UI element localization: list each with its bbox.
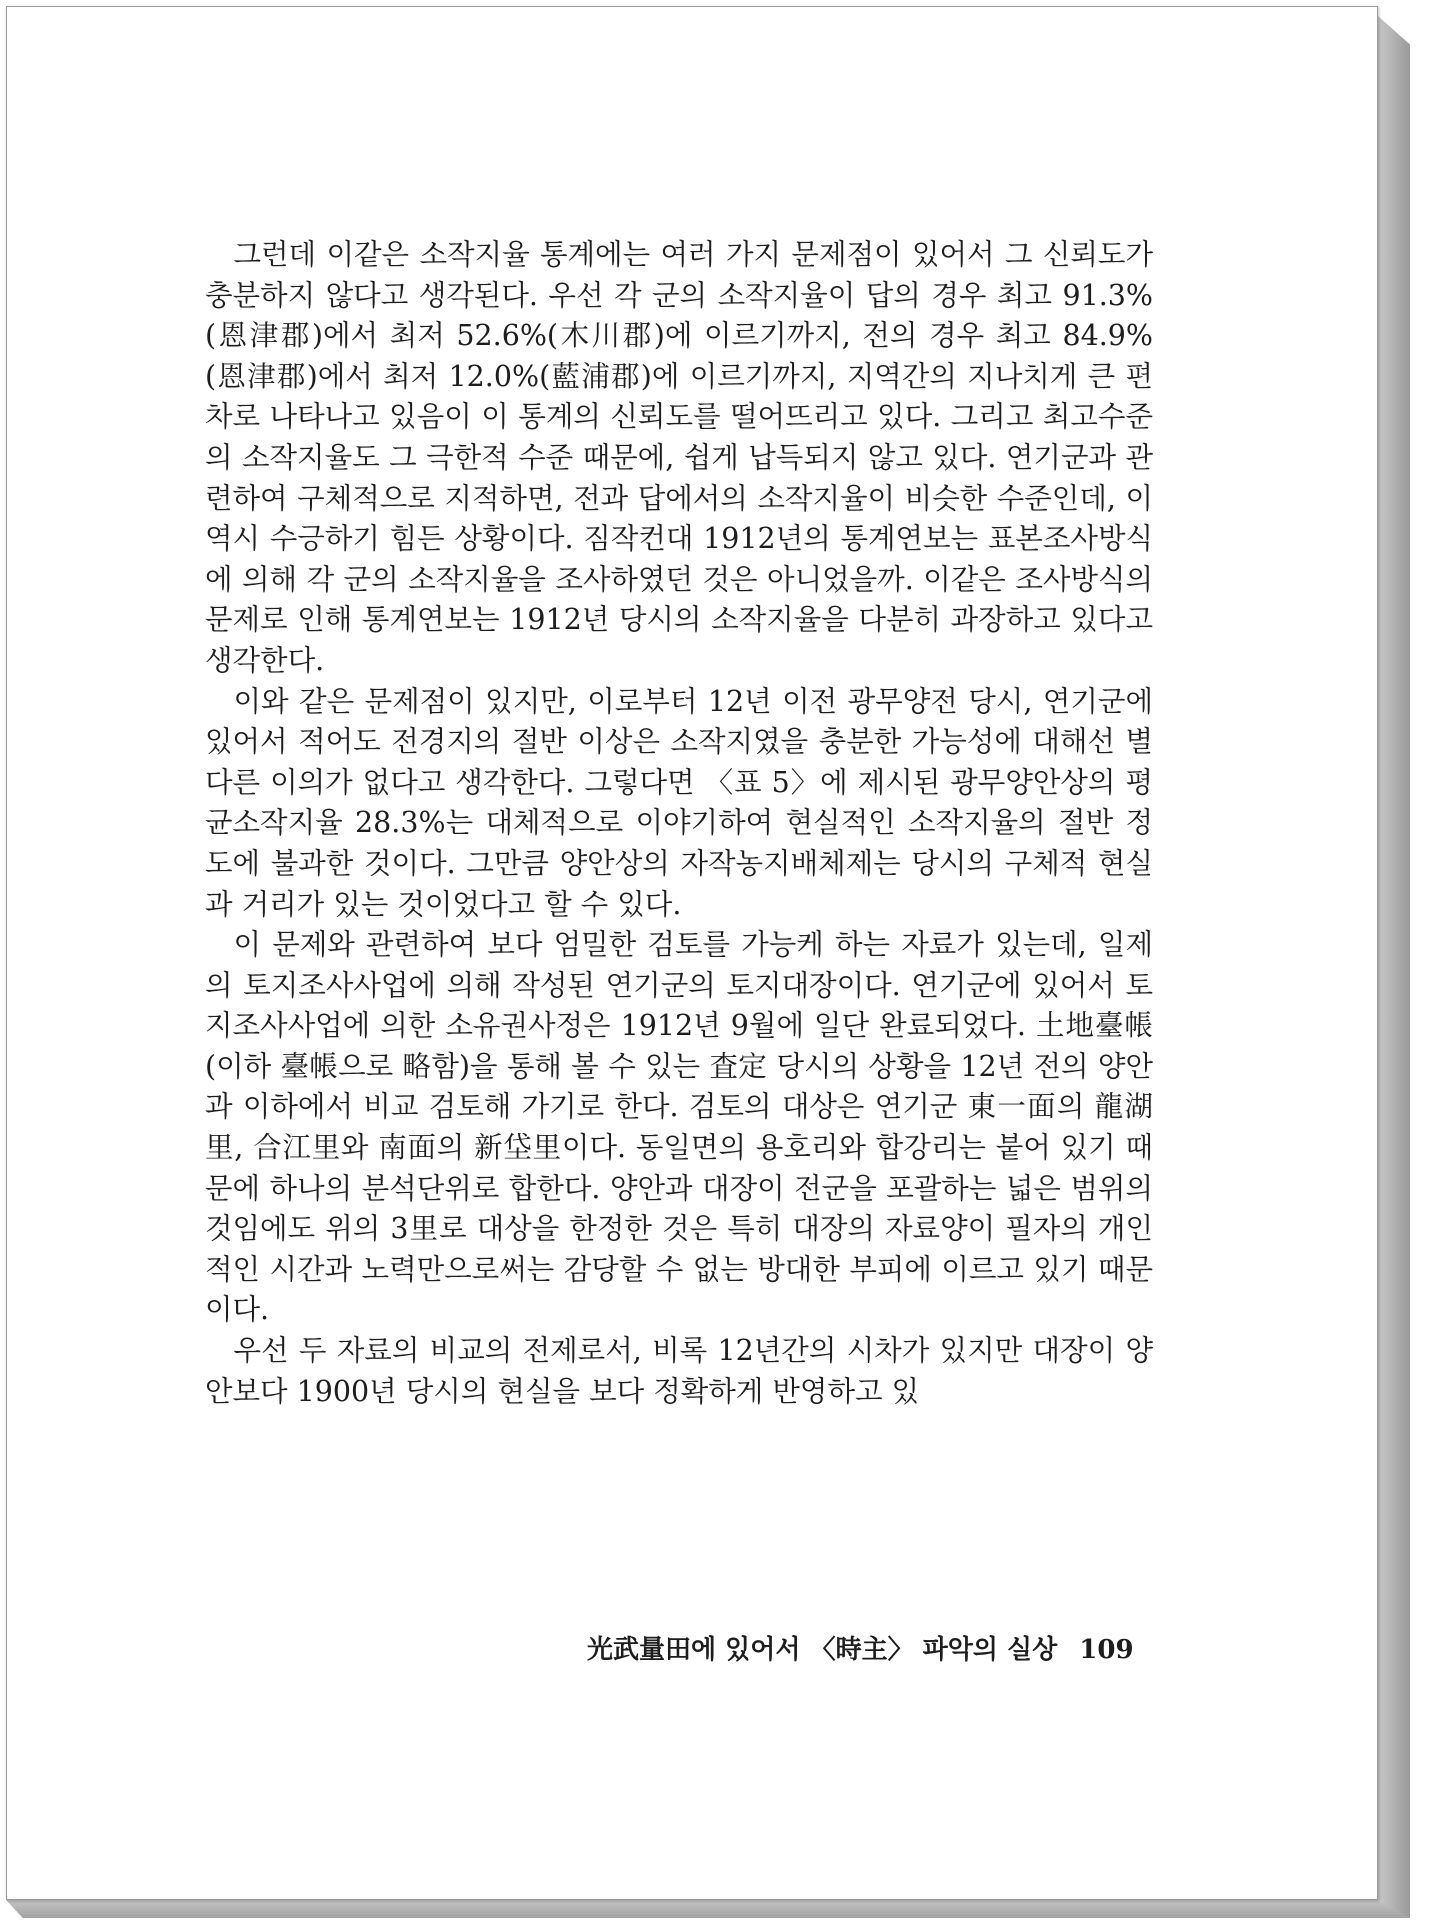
book-page-stack: [6, 6, 1410, 1918]
paragraph-4: 우선 두 자료의 비교의 전제로서, 비록 12년간의 시차가 있지만 대장이 양안보다 1900년 당시의 현실을 보다 정확하게 반영하고 있: [205, 1334, 1153, 1408]
paragraph-2: 이와 같은 문제점이 있지만, 이로부터 12년 이전 광무양전 당시, 연기군에 있어서 적어도 전경지의 절반 이상은 소작지였을 충분한 가능성에 대해선 별다른 이의가 없다고 생각한다. 그렇다면 〈표 5〉에 제시된 광무양안상의 평균소작지율 28.3%는 대체적으로 이야기하여 현실적인 소작지율의 절반 정도에 불과한 것이다. 그만큼 양안상의 자작농지배체제는 당시의 구체적 현실과 거리가 있는 것이었다고 할 수 있다.: [205, 684, 1153, 921]
paragraph-3: 이 문제와 관련하여 보다 엄밀한 검토를 가능케 하는 자료가 있는데, 일제의 토지조사사업에 의해 작성된 연기군의 토지대장이다. 연기군에 있어서 토지조사사업에 의한 소유권사정은 1912년 9월에 일단 완료되었다. 土地臺帳(이하 臺帳으로 略함)을 통해 볼 수 있는 査定 당시의 상황을 12년 전의 양안과 이하에서 비교 검토해 가기로 한다. 검토의 대상은 연기군 東一面의 龍湖里, 合江里와 南面의 新垈里이다. 동일면의 용호리와 합강리는 붙어 있기 때문에 하나의 분석단위로 합한다. 양안과 대장이 전군을 포괄하는 넓은 범위의 것임에도 위의 3里로 대상을 한정한 것은 특히 대장의 자료양이 필자의 개인적인 시간과 노력만으로써는 감당할 수 없는 방대한 부피에 이르고 있기 때문이다.: [205, 928, 1153, 1327]
page-stack-bottom-edge: [6, 1900, 1410, 1918]
page-number: 109: [1079, 1635, 1134, 1665]
body-text: [205, 235, 1153, 1412]
running-title: 光武量田에 있어서 〈時主〉 파악의 실상: [587, 1635, 1058, 1665]
page-footer: [587, 1629, 1134, 1666]
book-page: [6, 6, 1378, 1900]
paragraph-1: 그런데 이같은 소작지율 통계에는 여러 가지 문제점이 있어서 그 신뢰도가 충분하지 않다고 생각된다. 우선 각 군의 소작지율이 답의 경우 최고 91.3%(恩津郡)에서 최저 52.6%(木川郡)에 이르기까지, 전의 경우 최고 84.9%(恩津郡)에서 최저 12.0%(藍浦郡)에 이르기까지, 지역간의 지나치게 큰 편차로 나타나고 있음이 이 통계의 신뢰도를 떨어뜨리고 있다. 그리고 최고수준의 소작지율도 그 극한적 수준 때문에, 쉽게 납득되지 않고 있다. 연기군과 관련하여 구체적으로 지적하면, 전과 답에서의 소작지율이 비슷한 수준인데, 이 역시 수긍하기 힘든 상황이다. 짐작컨대 1912년의 통계연보는 표본조사방식에 의해 각 군의 소작지율을 조사하였던 것은 아니었을까. 이같은 조사방식의 문제로 인해 통계연보는 1912년 당시의 소작지율을 다분히 과장하고 있다고 생각한다.: [205, 238, 1153, 677]
page-stack-right-edge: [1378, 16, 1410, 1918]
